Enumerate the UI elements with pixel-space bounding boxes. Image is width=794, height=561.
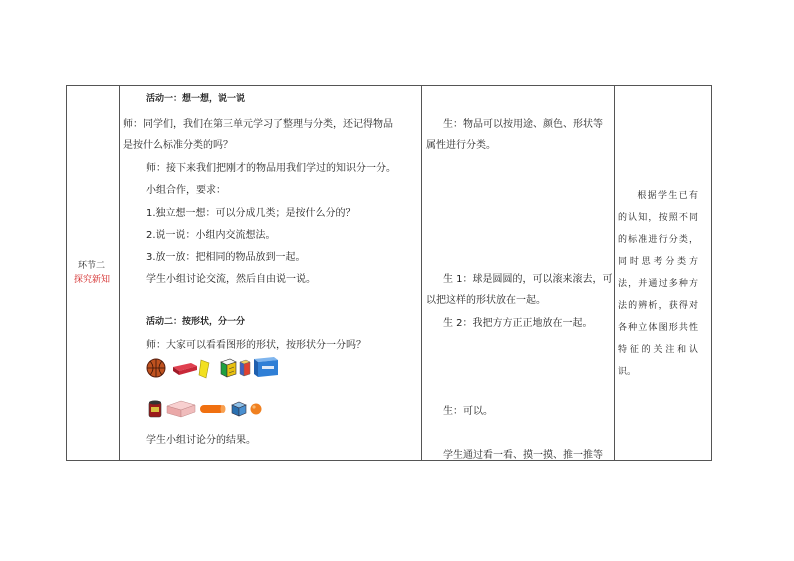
requirement-line: 2.说一说：小组内交流想法。 [146, 230, 276, 241]
teacher-line: 师：接下来我们把刚才的物品用我们学过的知识分一分。 [146, 163, 396, 174]
yellow-stick-icon [198, 358, 212, 380]
design-note [618, 185, 698, 383]
teacher-line: 是按什么标准分类的吗？ [123, 140, 233, 151]
requirement-line: 1.独立想一想：可以分成几类；是按什么分的？ [146, 208, 356, 219]
section-label: 环节二 [78, 261, 106, 271]
column-divider [614, 86, 615, 460]
orange-ball-icon [249, 402, 263, 416]
small-box-icon [238, 358, 252, 378]
student-line: 生 1：球是圆圆的，可以滚来滚去，可 [443, 274, 613, 285]
student-line: 以把这样的形状放在一起。 [426, 295, 546, 306]
requirement-line: 3.放一放：把相同的物品放到一起。 [146, 252, 306, 263]
column-divider [119, 86, 120, 460]
activity-two-heading: 活动二：按形状，分一分 [146, 317, 246, 327]
student-line: 生：可以。 [443, 406, 493, 417]
rubiks-cube-icon [218, 357, 238, 379]
basketball-icon [146, 358, 166, 378]
teacher-line: 学生小组讨论分的结果。 [146, 435, 256, 446]
section-title: 探究新知 [74, 275, 111, 285]
blue-box-icon [252, 355, 280, 379]
can-icon [148, 399, 162, 419]
teacher-line: 学生小组讨论交流，然后自由说一说。 [146, 274, 316, 285]
blue-cube-icon [230, 400, 248, 418]
teacher-line: 师：同学们，我们在第三单元学习了整理与分类，还记得物品 [123, 119, 393, 130]
student-line: 学生通过看一看、摸一摸、推一推等 [443, 450, 603, 461]
pink-box-icon [165, 399, 197, 419]
teacher-line: 师：大家可以看看图形的形状，按形状分一分吗？ [146, 340, 366, 351]
column-divider [421, 86, 422, 460]
student-line: 生：物品可以按用途、颜色、形状等 [443, 119, 603, 130]
student-line: 属性进行分类。 [426, 140, 496, 151]
student-line: 生 2：我把方方正正地放在一起。 [443, 318, 593, 329]
activity-one-heading: 活动一：想一想，说一说 [146, 94, 246, 104]
teacher-line: 小组合作，要求： [146, 185, 226, 196]
orange-cylinder-icon [197, 403, 227, 415]
design-note-text: 根据学生已有的认知，按照不同的标准进行分类，同时思考分类方法，并通过多种方法的辨析，获得对各种立体图形共性特征的关注和认识。 [618, 191, 698, 377]
red-box-icon [171, 361, 199, 377]
